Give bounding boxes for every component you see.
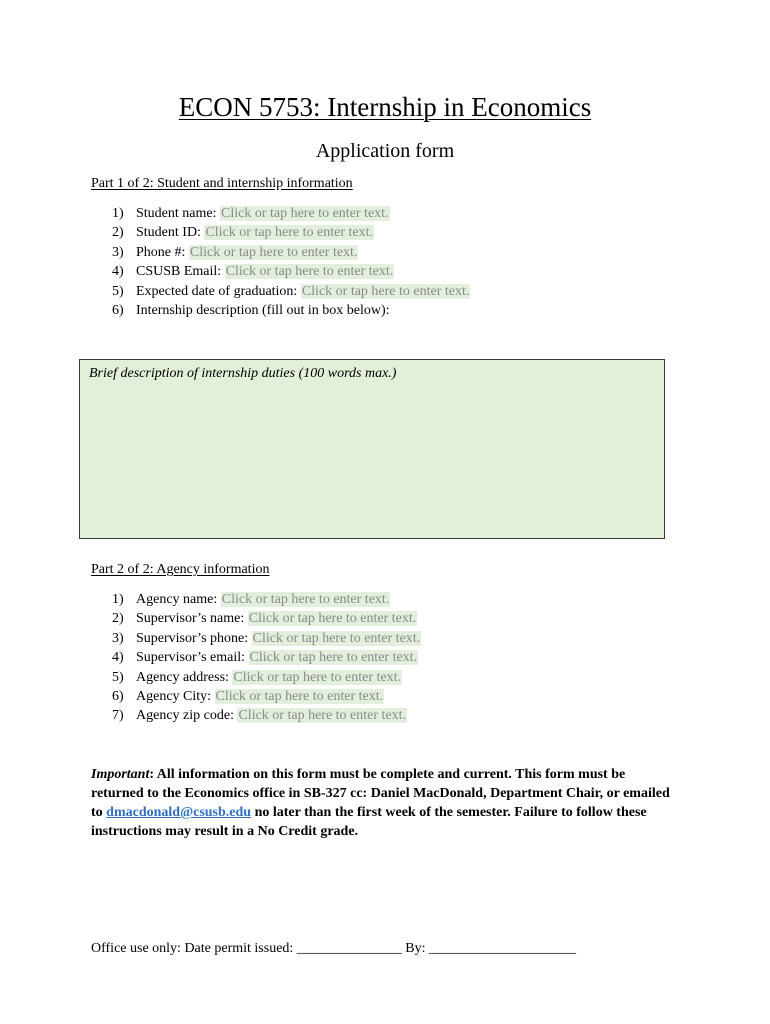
important-text-1: : All information on this form must be complete and current. This form must be returned to the Economics office in SB-327 cc: Daniel MacDonald, Department Chair, or emailed to bbox=[91, 767, 670, 820]
student-fields-list bbox=[112, 204, 470, 320]
field-label: Agency City: bbox=[136, 688, 212, 704]
important-text-2: no later than the first week of the semester. Failure to follow these instructions may result in a No Credit grade. bbox=[91, 805, 647, 839]
office-use-line: Office use only: Date permit issued: _______________ By: _____________________ bbox=[91, 941, 577, 956]
supervisor-name-input[interactable]: Click or tap here to enter text. bbox=[248, 611, 417, 627]
field-supervisor-name bbox=[112, 609, 421, 628]
field-supervisor-phone bbox=[112, 629, 421, 648]
field-label: Student name: bbox=[136, 206, 217, 221]
item-number: 5) bbox=[112, 283, 124, 299]
student-id-input[interactable]: Click or tap here to enter text. bbox=[205, 225, 374, 241]
field-csusb-email bbox=[112, 262, 470, 281]
description-box-label: Brief description of internship duties (100 words max.) bbox=[89, 366, 397, 381]
field-student-id bbox=[112, 223, 470, 242]
agency-city-input[interactable]: Click or tap here to enter text. bbox=[215, 688, 384, 704]
field-label: Supervisor’s phone: bbox=[136, 630, 249, 646]
field-supervisor-email bbox=[112, 648, 421, 667]
item-number: 5) bbox=[112, 669, 124, 685]
field-agency-address bbox=[112, 668, 421, 687]
field-label: Phone #: bbox=[136, 244, 186, 260]
important-notice bbox=[91, 765, 676, 841]
agency-zip-input[interactable]: Click or tap here to enter text. bbox=[238, 708, 407, 724]
item-number: 2) bbox=[112, 611, 124, 627]
item-number: 6) bbox=[112, 302, 124, 318]
field-agency-zip bbox=[112, 706, 421, 725]
graduation-date-input[interactable]: Click or tap here to enter text. bbox=[301, 283, 470, 299]
email-link[interactable]: dmacdonald@csusb.edu bbox=[106, 805, 252, 820]
item-number: 2) bbox=[112, 225, 124, 241]
item-number: 7) bbox=[112, 708, 124, 724]
csusb-email-input[interactable]: Click or tap here to enter text. bbox=[225, 264, 394, 280]
item-number: 6) bbox=[112, 688, 124, 704]
field-internship-description bbox=[112, 301, 470, 320]
part1-heading: Part 1 of 2: Student and internship information bbox=[91, 176, 353, 191]
field-label: Expected date of graduation: bbox=[136, 283, 298, 299]
field-label: Student ID: bbox=[136, 225, 201, 241]
field-phone bbox=[112, 243, 470, 262]
document-title: ECON 5753: Internship in Economics bbox=[178, 92, 592, 122]
supervisor-phone-input[interactable]: Click or tap here to enter text. bbox=[252, 630, 421, 646]
field-agency-city bbox=[112, 687, 421, 706]
student-name-input[interactable]: Click or tap here to enter text. bbox=[221, 206, 389, 221]
agency-address-input[interactable]: Click or tap here to enter text. bbox=[233, 669, 401, 685]
part2-heading: Part 2 of 2: Agency information bbox=[91, 562, 270, 577]
field-label: Internship description (fill out in box below): bbox=[136, 302, 390, 318]
field-label: Agency zip code: bbox=[136, 708, 234, 724]
field-label: CSUSB Email: bbox=[136, 264, 222, 280]
field-student-name bbox=[112, 204, 470, 223]
field-label: Supervisor’s name: bbox=[136, 611, 245, 627]
item-number: 4) bbox=[112, 264, 124, 280]
phone-input[interactable]: Click or tap here to enter text. bbox=[189, 244, 358, 260]
item-number: 1) bbox=[112, 206, 124, 221]
field-label: Agency name: bbox=[136, 592, 218, 607]
field-label: Agency address: bbox=[136, 669, 229, 685]
supervisor-email-input[interactable]: Click or tap here to enter text. bbox=[249, 650, 418, 666]
document-subtitle: Application form bbox=[315, 140, 455, 162]
field-agency-name bbox=[112, 590, 421, 609]
item-number: 3) bbox=[112, 630, 124, 646]
field-graduation-date bbox=[112, 282, 470, 301]
internship-description-box[interactable] bbox=[79, 359, 665, 539]
item-number: 4) bbox=[112, 650, 124, 666]
important-lead: Important bbox=[91, 767, 150, 782]
field-label: Supervisor’s email: bbox=[136, 650, 246, 666]
item-number: 3) bbox=[112, 244, 124, 260]
agency-fields-list bbox=[112, 590, 421, 726]
agency-name-input[interactable]: Click or tap here to enter text. bbox=[221, 592, 390, 607]
item-number: 1) bbox=[112, 592, 124, 607]
